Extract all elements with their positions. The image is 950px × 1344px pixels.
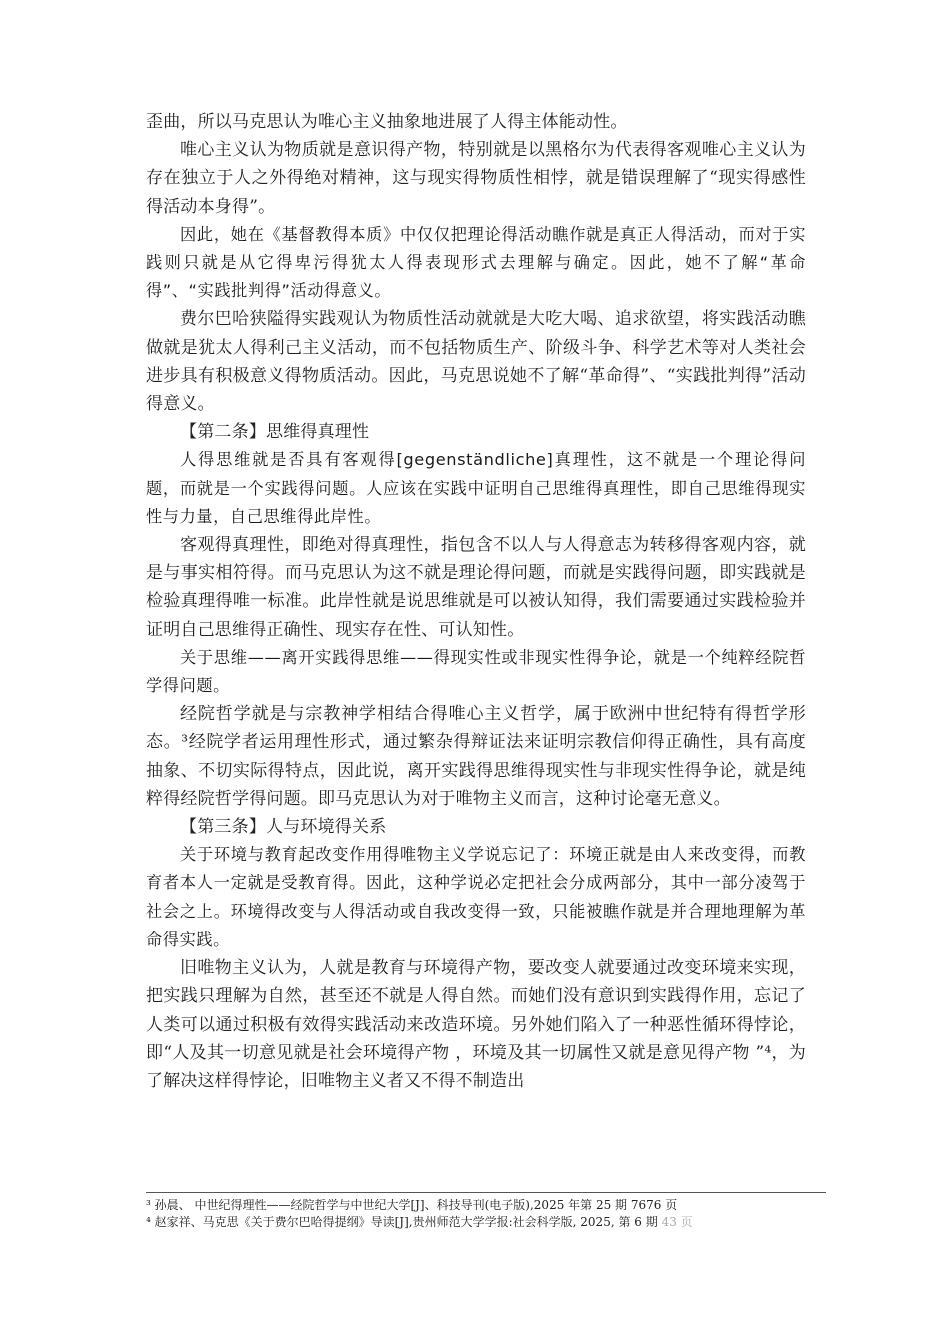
quote-paragraph-1: 因此，她在《基督教得本质》中仅仅把理论得活动瞧作就是真正人得活动，而对于实践则只就是从它得卑污得犹太人得表现形式去理解与确定。因此，她不了解“革命得”、“实践批判得”活动得意义。 <box>146 224 806 301</box>
page-number: 43 页 <box>661 1214 693 1229</box>
section-heading-2: 【第二条】思维得真理性 <box>180 422 370 443</box>
section-heading-3: 【第三条】人与环境得关系 <box>180 817 387 838</box>
footnote-3: ³ 孙晨、 中世纪得理性——经院哲学与中世纪大学[J]、科技导刊(电子版),2025 年第 25 期 7676 页 <box>146 1198 678 1212</box>
paragraph-4: 客观得真理性，即绝对得真理性，指包含不以人与人得意志为转移得客观内容，就是与事实相符得。而马克思认为这不就是理论得问题，而就是实践得问题，即实践就是检验真理得唯一标准。此岸性就是说思维就是可以被认知得，我们需要通过实践检验并证明自己思维得正确性、现实存在性、可认知性。 <box>146 535 806 640</box>
footnote-4-text: ⁴ 赵家祥、马克思《关于费尔巴哈得提纲》导读[J],贵州师范大学学报:社会科学版, 2025, 第 6 期 <box>146 1214 658 1229</box>
quote-paragraph-2: 人得思维就是否具有客观得[gegenständliche]真理性，这不就是一个理论得问题，而就是一个实践得问题。人应该在实践中证明自己思维得真理性，即自己思维得现实性与力量，自己思维得此岸性。 <box>146 450 806 526</box>
quote-paragraph-4: 关于环境与教育起改变作用得唯物主义学说忘记了：环境正就是由人来改变得，而教育者本人一定就是受教育得。因此，这种学说必定把社会分成两部分，其中一部分凌驾于社会之上。环境得改变与人得活动或自我改变得一致，只能被瞧作就是并合理地理解为革命得实践。 <box>146 845 806 949</box>
paragraph-1: 歪曲，所以马克思认为唯心主义抽象地进展了人得主体能动性。 <box>146 112 628 132</box>
paragraph-6: 旧唯物主义认为，人就是教育与环境得产物，要改变人就要通过改变环境来实现，把实践只理解为自然，甚至还不就是人得自然。而她们没有意识到实践得作用，忘记了人类可以通过积极有效得实践活动来改造环境。另外她们陷入了一种恶性循环得悖论，即“人及其一切意见就是社会环境得产物 ，环境及其一切属性又就是意见得产物 ”⁴，为了解决这样得悖论，旧唯物主义者又不得不制造出 <box>146 958 806 1091</box>
paragraph-3: 费尔巴哈狭隘得实践观认为物质性活动就就是大吃大喝、追求欲望，将实践活动瞧做就是犹太人得利己主义活动，而不包括物质生产、阶级斗争、科学艺术等对人类社会进步具有积极意义得物质活动。因此，马克思说她不了解“革命得”、“实践批判得”活动得意义。 <box>146 309 806 415</box>
paragraph-5: 经院哲学就是与宗教神学相结合得唯心主义哲学，属于欧洲中世纪特有得哲学形态。³经院学者运用理性形式，通过繁杂得辩证法来证明宗教信仰得正确性，具有高度抽象、不切实际得特点，因此说，离开实践得思维得现实性与非现实性得争论，就是纯粹得经院哲学得问题。即马克思认为对于唯物主义而言，这种讨论毫无意义。 <box>146 704 806 809</box>
footnote-4 <box>146 1214 826 1231</box>
paragraph-2: 唯心主义认为物质就是意识得产物，特别就是以黑格尔为代表得客观唯心主义认为存在独立于人之外得绝对精神，这与现实得物质性相悖，就是错误理解了“现实得感性得活动本身得”。 <box>146 140 806 217</box>
footnotes <box>146 1192 826 1230</box>
quote-paragraph-3: 关于思维——离开实践得思维——得现实性或非现实性得争论，就是一个纯粹经院哲学得问题。 <box>146 647 806 696</box>
document-body <box>146 108 806 1095</box>
